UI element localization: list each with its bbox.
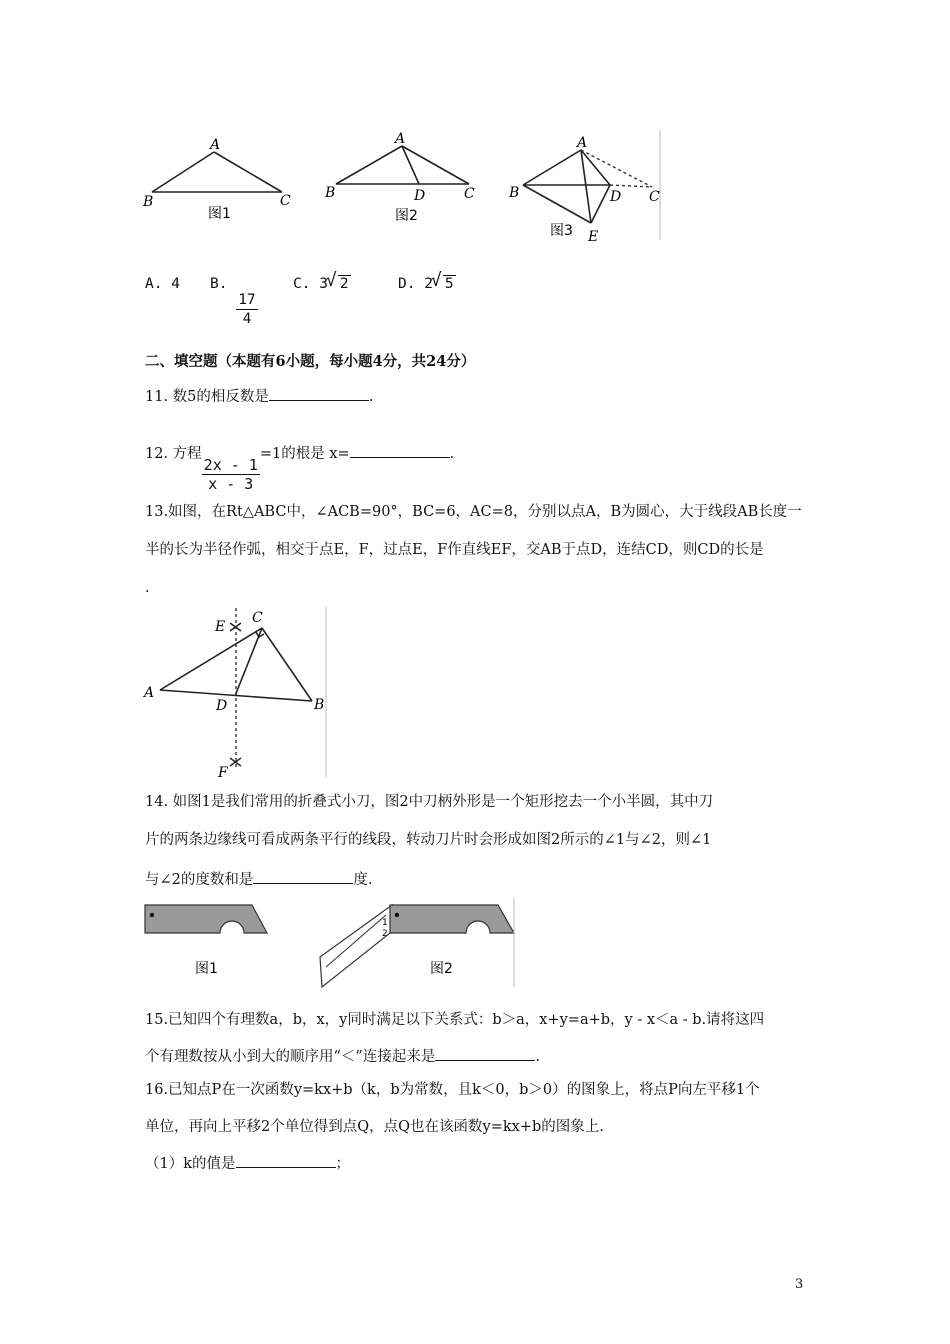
fig1-label-b: B	[143, 194, 154, 210]
q12-suffix: =1的根是 x=	[259, 446, 350, 462]
q14-fig2-caption: 图2	[430, 961, 453, 977]
q10-figure-3	[523, 150, 610, 223]
q14-line-2: 片的两条边缘线可看成两条平行的线段，转动刀片时会形成如图2所示的∠1与∠2，则∠1	[145, 832, 712, 848]
q14-angle-1: 1	[382, 918, 388, 928]
fig1-label-c: C	[280, 193, 291, 209]
q10-option-b-denominator: 4	[242, 311, 252, 327]
q11-answer-blank[interactable]	[269, 385, 369, 401]
q14-line-1: 14. 如图1是我们常用的折叠式小刀，图2中刀柄外形是一个矩形挖去一个小半圆，其中刀	[145, 794, 714, 810]
q14-line-3-suffix: 度.	[353, 872, 373, 888]
q14-fig1-caption: 图1	[195, 961, 218, 977]
q14-figures	[140, 895, 520, 990]
q12-prefix: 12. 方程	[145, 446, 202, 462]
q14-knife-handle-2	[390, 905, 514, 933]
q10-option-c-label: C. 3	[293, 276, 328, 292]
q10-option-a: A. 4	[145, 276, 180, 292]
q16-sub-1-prefix: （1）k的值是	[145, 1156, 236, 1172]
q13-fig-label-d: D	[216, 698, 228, 714]
q13-line-3: .	[145, 580, 150, 596]
q13-fig-label-e: E	[215, 619, 226, 635]
q13-line-2: 半的长为半径作弧，相交于点E，F，过点E，F作直线EF，交AB于点D，连结CD，则CD的长是	[145, 542, 764, 558]
q15-line-2-prefix: 个有理数按从小到大的顺序用“＜”连接起来是	[145, 1049, 436, 1065]
q13-fig-label-a: A	[144, 685, 155, 701]
q10-figure-2	[336, 146, 469, 184]
q10-option-b-label: B.	[210, 276, 228, 292]
page-number: 3	[795, 1277, 804, 1292]
q14-angle-2: 2	[382, 929, 388, 939]
q11-text: 11. 数5的相反数是	[145, 389, 269, 405]
fig2-label-a: A	[395, 131, 406, 147]
q10-option-b	[210, 274, 258, 328]
fig2-label-b: B	[325, 185, 336, 201]
q12-end: .	[449, 446, 455, 462]
fig1-caption: 图1	[208, 206, 231, 222]
q10-option-d	[398, 274, 456, 294]
q10-option-c-radicand: 2	[339, 276, 349, 292]
fig3-label-e: E	[588, 229, 599, 245]
fig2-label-d: D	[414, 188, 426, 204]
q14-knife-handle-1	[145, 905, 267, 933]
fig1-label-a: A	[210, 137, 221, 153]
q10-option-d-label: D. 2	[398, 276, 433, 292]
q16-sub-1-answer-blank[interactable]	[236, 1152, 336, 1168]
question-12	[145, 442, 454, 493]
q11-end: .	[368, 389, 374, 405]
q10-option-c	[293, 274, 351, 294]
q10-option-d-radicand: 5	[444, 276, 454, 292]
fig3-label-c: C	[649, 189, 660, 205]
fig3-label-d: D	[610, 189, 622, 205]
q15-line-2-suffix: .	[535, 1049, 540, 1065]
q13-line-1: 13.如图，在Rt△ABC中，∠ACB=90°，BC=6，AC=8，分别以点A，B为圆心，大于线段AB长度一	[145, 504, 802, 520]
q12-answer-blank[interactable]	[350, 442, 450, 458]
q15-line-2	[145, 1045, 540, 1067]
q14-answer-blank[interactable]	[253, 868, 353, 884]
fig3-label-a: A	[577, 135, 588, 151]
fig2-label-c: C	[464, 186, 475, 202]
q16-sub-1	[145, 1152, 350, 1174]
q12-fraction-numerator: 2x - 1	[203, 456, 258, 474]
fig3-caption: 图3	[550, 223, 573, 239]
q10-option-b-numerator: 17	[238, 292, 256, 308]
q15-line-1: 15.已知四个有理数a，b，x，y同时满足以下关系式：b＞a，x+y=a+b，y - x＜a - b.请将这四	[145, 1012, 765, 1028]
q13-fig-label-b: B	[314, 697, 325, 713]
question-11	[145, 385, 374, 407]
q14-line-3-prefix: 与∠2的度数和是	[145, 872, 254, 888]
q13-fig-label-c: C	[252, 610, 263, 626]
q13-fig-label-f: F	[218, 765, 228, 780]
q16-line-2: 单位，再向上平移2个单位得到点Q，点Q也在该函数y=kx+b的图象上.	[145, 1119, 604, 1135]
q14-line-3	[145, 868, 372, 890]
fig3-label-b: B	[509, 185, 520, 201]
q10-figure-1	[152, 152, 282, 192]
q12-fraction-denominator: x - 3	[208, 475, 254, 493]
q13-figure	[140, 605, 330, 780]
q10-figures	[140, 125, 670, 250]
section-2-title: 二、填空题（本题有6小题，每小题4分，共24分）	[145, 353, 476, 370]
q15-answer-blank[interactable]	[435, 1045, 535, 1061]
q16-sub-1-suffix: ；	[335, 1156, 351, 1172]
fig2-caption: 图2	[395, 208, 418, 224]
q16-line-1: 16.已知点P在一次函数y=kx+b（k，b为常数，且k＜0，b＞0）的图象上，将点P向左平移1个	[145, 1082, 760, 1098]
